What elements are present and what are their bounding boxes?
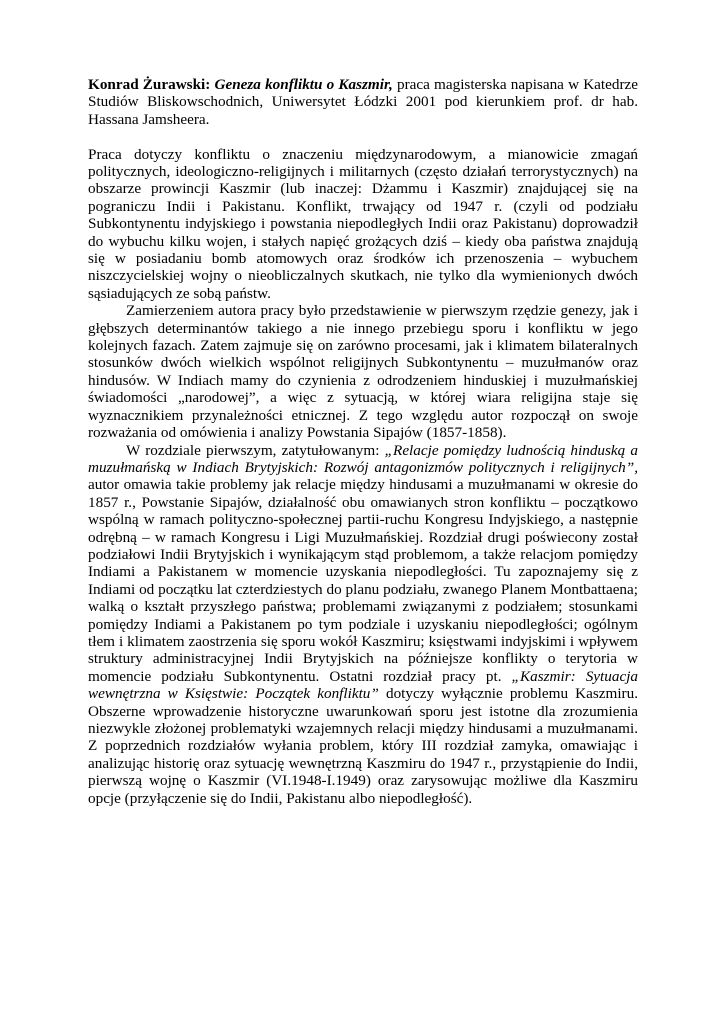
thesis-description: praca magisterska napisana w Katedrze Studiów Bliskowschodnich, Uniwersytet Łódzki 2001 pod kierunkiem prof. dr hab. Hassana Jamsheera. [88,76,639,128]
chapters-lead: W rozdziale pierwszym, zatytułowanym: [126,441,380,459]
chapters-tail: dotyczy wyłącznie problemu Kaszmiru. Obszerne wprowadzenie historyczne uwarunkowań sporu jest istotne dla zrozumienia niezwykle złożonej problematyki wzajemnych relacji między hindusami a muzułmanami. Z poprzednich rozdziałów wyłania problem, który III rozdział zamyka, omawiając i analizując historię oraz sytuację wewnętrzną Kaszmiru do 1947 r., przystąpienie do Indii, pierwszą wojnę o Kaszmir (VI.1948-I.1949) oraz zarysowując możliwe dla Kaszmiru opcje (przyłączenie się do Indii, Pakistanu albo niepodległość). [88,685,638,807]
thesis-title: Geneza konfliktu o Kaszmir, [214,76,393,93]
paragraph-intro: Praca dotyczy konfliktu o znaczeniu międzynarodowym, a mianowicie zmagań politycznych, ideologiczno-religijnych i militarnych (często działań terrorystycznych) na obszarze prowincji Kaszmir (lub inaczej: Dżammu i Kaszmir) znajdującej się na pograniczu Indii i Pakistanu. Konflikt, trwający od 1947 r. (czyli od podziału Subkontynentu indyjskiego i powstania niepodległych Indii oraz Pakistanu) doprowadził do wybuchu kilku wojen, i stałych napięć grożących dziś – kiedy oba państwa znajdują się w posiadaniu bomb atomowych oraz środków ich przenoszenia – wybuchem niszczycielskiej wojny o nieobliczalnych skutkach, nie tylko dla wymienionych dwóch sąsiadujących ze sobą państw. [88,145,638,302]
document-page [88,76,638,807]
document-header [88,76,638,128]
author-name: Konrad Żurawski: [88,76,211,93]
paragraph-aims: Zamierzeniem autora pracy było przedstawienie w pierwszym rzędzie genezy, jak i głębszych determinantów takiego a nie innego przebiegu sporu i konfliktu w jego kolejnych fazach. Zatem zajmuje się on zarówno procesami, jak i klimatem bilateralnych stosunków dwóch wielkich wspólnot religijnych Subkontynentu – muzułmanów oraz hindusów. W Indiach mamy do czynienia z odrodzeniem hinduskiej i muzułmańskiej świadomości „narodowej”, a więc z sytuacją, w której wiara religijna staje się wyznacznikiem przynależności etnicznej. Z tego względu autor rozpoczął on swoje rozważania od omówienia i analizy Powstania Sipajów (1857-1858). [88,302,638,442]
paragraph-chapters [88,442,638,808]
chapters-body: autor omawia takie problemy jak relacje między hindusami a muzułmanami w okresie do 1857 r., Powstanie Sipajów, działalność obu omawianych stron konfliktu – początkowo wspólną w ramach polityczno-społecznej partii-ruchu Kongresu Indyjskiego, a następnie odrębną – w ramach Kongresu i Ligi Muzułmańskiej. Rozdział drugi poświecony został podziałowi Indii Brytyjskich i wynikającym stąd problemom, a także relacjom pomiędzy Indiami a Pakistanem w momencie uzyskania niepodległości. Tu zapoznajemy się z Indiami od początku lat czterdziestych do planu podziału, zwanego Planem Montbattaena; walką o kształt przyszłego państwa; problemami związanymi z podziałem; stosunkami pomiędzy Indiami a Pakistanem po tym podziale i uzyskaniu niepodległości; ogólnym tłem i klimatem zaostrzenia się sporu wokół Kaszmiru; księstwami indyjskimi i wpływem struktury administracyjnej Indii Brytyjskich na późniejsze konflikty o terytoria w momencie podziału Subkontynentu. Ostatni rozdział pracy pt. [88,476,638,685]
chapter1-title: „Relacje pomiędzy ludnością hinduską a muzułmańską w Indiach Brytyjskich: Rozwój antagonizmów politycznych i religijnych”, [88,441,639,476]
chapter3-title: „Kaszmir: Sytuacja wewnętrzna w Księstwie: Początek konfliktu” [88,667,639,703]
